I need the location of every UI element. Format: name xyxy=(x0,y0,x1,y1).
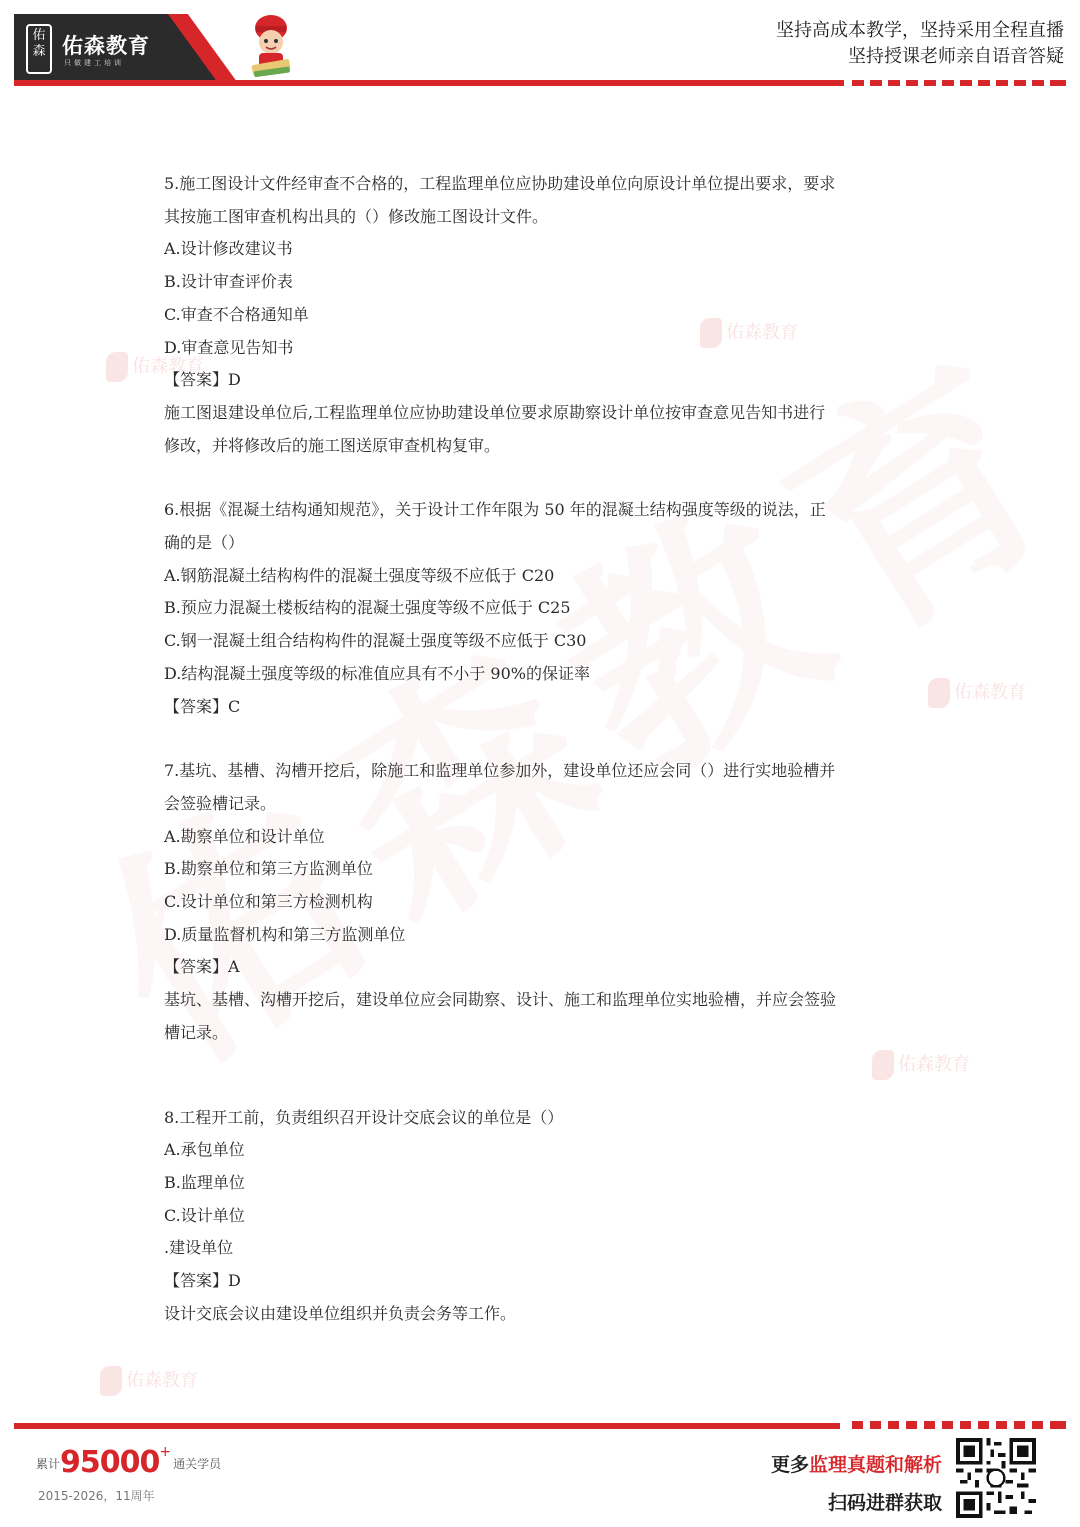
option-b: B.监理单位 xyxy=(164,1172,245,1192)
spacer xyxy=(164,462,924,494)
explanation: 设计交底会议由建设单位组织并负责会务等工作。 xyxy=(164,1303,517,1323)
option-b: B.预应力混凝土楼板结构的混凝土强度等级不应低于 C25 xyxy=(164,598,571,618)
answer: 【答案】A xyxy=(164,957,240,977)
student-count xyxy=(36,1444,221,1480)
option-d: D.结构混凝土强度等级的标准值应具有不小于 90%的保证率 xyxy=(164,663,590,683)
header-divider xyxy=(14,80,1066,86)
option-d: .建设单位 xyxy=(164,1238,234,1258)
qr-code-icon[interactable] xyxy=(956,1438,1036,1518)
question-stem: 8.工程开工前，负责组织召开设计交底会议的单位是（） xyxy=(164,1107,564,1127)
option-b: B.设计审查评价表 xyxy=(164,272,293,292)
slogan-line-1: 坚持高成本教学，坚持采用全程直播 xyxy=(776,20,1064,41)
answer: 【答案】D xyxy=(164,370,241,390)
mascot-icon xyxy=(246,12,296,78)
option-a: A.钢筋混凝土结构构件的混凝土强度等级不应低于 C20 xyxy=(164,565,555,585)
header-slogan xyxy=(776,18,1064,70)
promo-line-2: 扫码进群获取 xyxy=(827,1492,942,1514)
watermark-small: 佑森教育 xyxy=(700,318,798,348)
question-list xyxy=(164,168,924,1331)
watermark-small: 佑森教育 xyxy=(106,352,204,382)
stat-number: 95000 xyxy=(60,1445,160,1480)
question-8 xyxy=(164,1102,924,1331)
page-header xyxy=(0,0,1080,100)
option-b: B.勘察单位和第三方监测单位 xyxy=(164,859,373,879)
question-6 xyxy=(164,494,924,723)
brand-tagline: 只做建工培训 xyxy=(64,59,124,67)
explanation: 修改，并将修改后的施工图送原审查机构复审。 xyxy=(164,435,501,455)
promo-highlight: 监理真题和解析 xyxy=(808,1454,942,1476)
answer: 【答案】C xyxy=(164,696,241,716)
footer-divider xyxy=(14,1421,1066,1429)
stat-plus: + xyxy=(159,1444,172,1460)
explanation: 施工图退建设单位后,工程监理单位应协助建设单位要求原勘察设计单位按审查意见告知书进行 xyxy=(164,402,826,422)
question-stem: 会签验槽记录。 xyxy=(164,793,277,813)
option-c: C.设计单位和第三方检测机构 xyxy=(164,892,373,912)
question-5 xyxy=(164,168,924,462)
option-c: C.审查不合格通知单 xyxy=(164,304,309,324)
promo-line-1: 更多监理真题和解析 xyxy=(770,1454,942,1476)
question-stem: 其按施工图审查机构出具的（）修改施工图设计文件。 xyxy=(164,206,549,226)
watermark-mark-icon xyxy=(100,1366,122,1396)
option-c: C.钢一混凝土组合结构构件的混凝土强度等级不应低于 C30 xyxy=(164,631,587,651)
spacer xyxy=(164,1050,924,1102)
spacer xyxy=(164,723,924,755)
brand-seal: 佑森 xyxy=(26,24,52,74)
watermark-small: 佑森教育 xyxy=(872,1050,970,1080)
question-7 xyxy=(164,755,924,1049)
question-stem: 确的是（） xyxy=(164,533,245,553)
question-stem: 7.基坑、基槽、沟槽开挖后，除施工和监理单位参加外，建设单位还应会同（）进行实地验槽并 xyxy=(164,761,836,781)
option-d: D.审查意见告知书 xyxy=(164,337,294,357)
option-d: D.质量监督机构和第三方监测单位 xyxy=(164,924,406,944)
years-label: 2015-2026，11周年 xyxy=(38,1489,155,1503)
explanation: 槽记录。 xyxy=(164,1022,229,1042)
watermark-small: 佑森教育 xyxy=(100,1366,198,1396)
question-stem: 6.根据《混凝土结构通知规范》，关于设计工作年限为 50 年的混凝土结构强度等级的说法，正 xyxy=(164,500,826,520)
option-a: A.勘察单位和设计单位 xyxy=(164,826,325,846)
brand-name: 佑森教育 xyxy=(62,34,150,58)
promo-text xyxy=(771,1446,942,1522)
option-a: A.承包单位 xyxy=(164,1140,245,1160)
option-a: A.设计修改建议书 xyxy=(164,239,293,259)
stat-prefix: 累计 xyxy=(36,1457,61,1471)
answer: 【答案】D xyxy=(164,1271,241,1291)
watermark-mark-icon xyxy=(106,352,128,382)
watermark-mark-icon xyxy=(928,678,950,708)
watermark-small: 佑森教育 xyxy=(928,678,1026,708)
explanation: 基坑、基槽、沟槽开挖后，建设单位应会同勘察、设计、施工和监理单位实地验槽，并应会签验 xyxy=(164,990,837,1010)
slogan-line-2: 坚持授课老师亲自语音答疑 xyxy=(848,46,1064,67)
stat-suffix: 通关学员 xyxy=(173,1457,222,1471)
question-stem: 5.施工图设计文件经审查不合格的，工程监理单位应协助建设单位向原设计单位提出要求，要求 xyxy=(164,174,836,193)
option-c: C.设计单位 xyxy=(164,1205,245,1225)
